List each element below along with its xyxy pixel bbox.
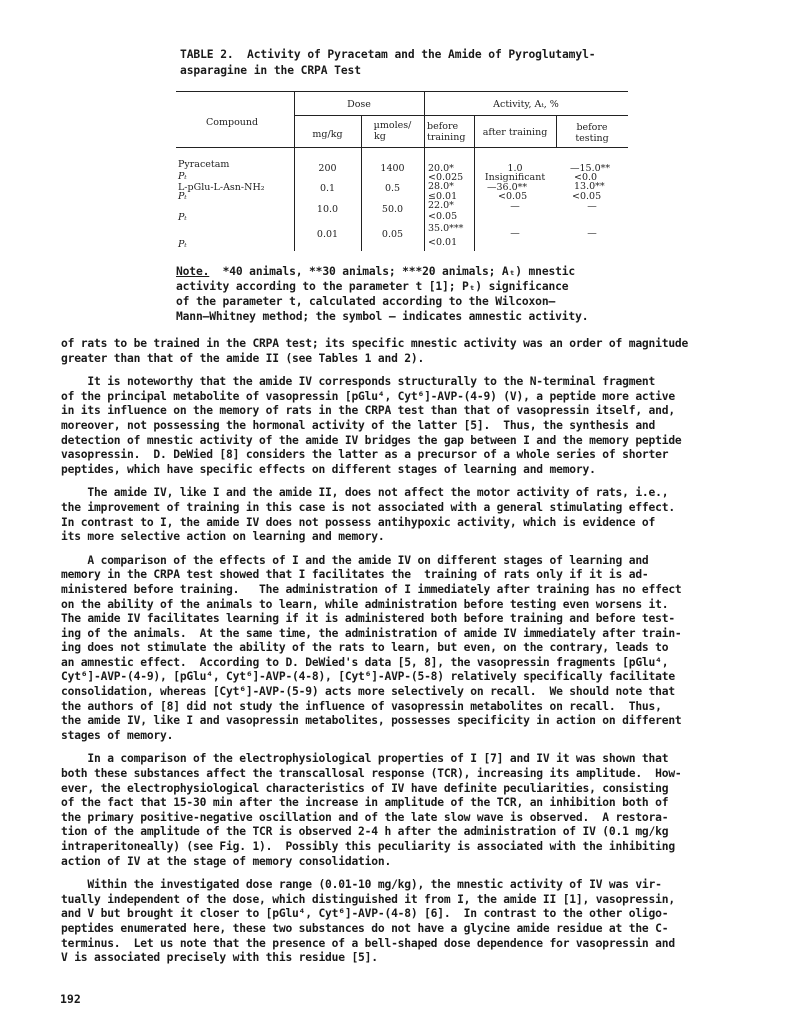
table-caption <box>180 47 650 79</box>
cell-umol: 0.05 <box>381 229 404 240</box>
column-divider <box>424 91 425 251</box>
cell-compound: Pₜ <box>178 171 187 182</box>
body-line: moreover, not possessing the hormonal activity of the latter [5]. Thus, the synthesis and <box>61 418 656 432</box>
cell-mg: 10.0 <box>316 204 339 215</box>
body-line: the primary positive-negative oscillation and of the late slow wave is observed. A restora- <box>61 810 669 824</box>
body-line: tion of the amplitude of the TCR is observed 2-4 h after the administration of IV (0.1 mg/kg <box>61 825 669 839</box>
body-line: ing does not stimulate the ability of the rats to learn, but even, on the contrary, leads to <box>61 641 669 655</box>
body-line: peptides enumerated here, these two substances do not have a glycine amide residue at the C- <box>61 921 669 935</box>
body-line: vasopressin. D. DeWied [8] considers the latter as a precursor of a whole series of shorter <box>61 448 669 462</box>
body-line: the improvement of training in this case is not associated with a general stimulating effect. <box>61 500 675 514</box>
cell-umol: 50.0 <box>381 204 404 215</box>
body-line: the amide IV, like I and vasopressin metabolites, possesses specificity in action on different <box>61 714 682 728</box>
body-line: V is associated precisely with this residue [5]. <box>61 951 378 965</box>
page-number: 192 <box>60 992 81 1006</box>
table-caption-line: asparagine in the CRPA Test <box>180 64 361 77</box>
body-line: The amide IV, like I and the amide II, does not affect the motor activity of rats, i.e., <box>61 486 669 500</box>
cell-after-training: <0.05 <box>498 191 528 202</box>
body-line: of the principal metabolite of vasopressin [pGlu⁴, Cyt⁶]-AVP-(4-9) (V), a peptide more active <box>61 389 675 403</box>
cell-after-training: —36.0** <box>487 182 528 193</box>
cell-before-testing: <0.0 <box>574 172 598 183</box>
header-umoles-kg: kg <box>374 131 386 142</box>
header-before-training-2: training <box>427 132 466 143</box>
cell-before-training: 28.0* <box>428 181 454 192</box>
cell-umol: 0.5 <box>384 183 401 194</box>
header-before-training: before <box>427 121 459 132</box>
body-line: the authors of [8] did not study the influence of vasopressin metabolites on recall. Thus, <box>61 699 662 713</box>
header-umoles: µmoles/ <box>373 120 412 131</box>
body-line: in its influence on the memory of rats in the CRPA test than that of vasopressin itself, and, <box>61 404 675 418</box>
note-text: *40 animals, **30 animals; ***20 animals; Aₜ) mnestic <box>209 265 576 278</box>
cell-after-training: 1.0 <box>507 163 523 174</box>
body-line: In a comparison of the electrophysiological properties of I [7] and IV it was shown that <box>61 752 669 766</box>
body-line: of the fact that 15-30 min after the increase in amplitude of the TCR, an inhibition both of <box>61 796 669 810</box>
header-activity: Activity, Aₜ, % <box>493 99 559 110</box>
header-sub-rule <box>294 115 628 116</box>
body-line: The amide IV facilitates learning if it is administered both before training and before test- <box>61 612 675 626</box>
body-line: In contrast to I, the amide IV does not possess antihypoxic activity, which is evidence of <box>61 515 656 529</box>
body-text <box>61 337 751 975</box>
body-line: It is noteworthy that the amide IV corresponds structurally to the N-terminal fragment <box>61 375 656 389</box>
cell-before-training: ≤0.01 <box>428 191 458 202</box>
cell-before-training: <0.05 <box>428 211 458 222</box>
body-line: terminus. Let us note that the presence of a bell-shaped dose dependence for vasopressin and <box>61 936 675 950</box>
body-line: an amnestic effect. According to D. DeWied's data [5, 8], the vasopressin fragments [pGlu⁴, <box>61 655 669 669</box>
body-line: action of IV at the stage of memory consolidation. <box>61 854 392 868</box>
table-top-rule <box>176 91 628 92</box>
cell-before-testing: 13.0** <box>574 181 605 192</box>
header-mg-kg: mg/kg <box>312 129 343 140</box>
header-dose: Dose <box>347 99 371 110</box>
cell-umol: 1400 <box>380 163 405 174</box>
cell-after-training: Insignificant <box>484 172 546 183</box>
cell-before-testing: — <box>587 201 597 212</box>
cell-after-training: — <box>510 228 520 239</box>
cell-before-testing: <0.05 <box>572 191 602 202</box>
cell-before-training: <0.025 <box>428 172 464 183</box>
body-line: ever, the electrophysiological characteristics of IV have definite peculiarities, consisting <box>61 781 669 795</box>
body-line: its more selective action on learning and memory. <box>61 530 385 544</box>
cell-compound: Pₜ <box>178 191 187 202</box>
header-after-training: after training <box>482 127 548 138</box>
body-line: Within the investigated dose range (0.01-10 mg/kg), the mnestic activity of IV was vir- <box>61 878 662 892</box>
data-table <box>176 91 628 256</box>
body-line: stages of memory. <box>61 728 174 742</box>
body-line: ing of the animals. At the same time, the administration of amide IV immediately after train- <box>61 626 682 640</box>
body-line: of rats to be trained in the CRPA test; its specific mnestic activity was an order of magnitude <box>61 337 689 350</box>
cell-before-training: 22.0* <box>428 200 454 211</box>
note-line: activity according to the parameter t [1]; Pₜ) significance <box>176 280 569 293</box>
note-label: Note. <box>176 265 210 278</box>
cell-compound: Pₜ <box>178 212 187 223</box>
table-note <box>176 264 646 324</box>
body-paragraph <box>61 337 751 366</box>
body-line: intraperitoneally) (see Fig. 1). Possibly this peculiarity is associated with the inhibiting <box>61 840 675 853</box>
note-line <box>176 264 646 279</box>
body-line: on the ability of the animals to learn, while administration before testing even worsens it. <box>61 597 669 611</box>
cell-mg: 200 <box>318 163 337 174</box>
cell-mg: 0.1 <box>319 183 336 194</box>
body-line: and V but brought it closer to [pGlu⁴, Cyt⁶]-AVP-(4-8) [6]. In contrast to the other oligo- <box>61 907 669 921</box>
header-bottom-rule <box>176 147 628 148</box>
cell-compound: Pyracetam <box>178 159 230 170</box>
header-compound: Compound <box>206 117 259 128</box>
note-line: Mann—Whitney method; the symbol — indicates amnestic activity. <box>176 310 589 323</box>
body-paragraph <box>61 375 751 477</box>
cell-before-training: 20.0* <box>428 163 454 174</box>
table-caption-line: TABLE 2. Activity of Pyracetam and the Amide of Pyroglutamyl- <box>180 48 596 61</box>
cell-compound: L-pGlu-L-Asn-NH₂ <box>178 182 265 193</box>
body-paragraph <box>61 752 751 869</box>
header-before-testing: before <box>576 122 608 133</box>
body-line: Cyt⁶]-AVP-(4-9), [pGlu⁴, Cyt⁶]-AVP-(4-8), [Cyt⁶]-AVP-(5-8) relatively specifically facilitate <box>61 670 675 684</box>
body-paragraph <box>61 554 751 744</box>
cell-before-testing: —15.0** <box>570 163 611 174</box>
cell-before-training: 35.0*** <box>428 223 464 234</box>
body-line: greater than that of the amide II (see Tables 1 and 2). <box>61 351 425 365</box>
note-line: of the parameter t, calculated according to the Wilcoxon— <box>176 295 556 308</box>
body-line: memory in the CRPA test showed that I facilitates the training of rats only if it is ad- <box>61 568 649 582</box>
body-line: A comparison of the effects of I and the amide IV on different stages of learning and <box>61 553 649 567</box>
body-line: consolidation, whereas [Cyt⁶]-AVP-(5-9) acts more selectively on recall. We should note that <box>61 685 675 699</box>
cell-compound: Pₜ <box>178 239 187 250</box>
header-before-testing-2: testing <box>575 133 609 144</box>
body-line: tually independent of the dose, which distinguished it from I, the amide II [1], vasopressin, <box>61 892 675 906</box>
body-line: both these substances affect the transcallosal response (TCR), increasing its amplitude. How- <box>61 767 682 781</box>
cell-before-training: <0.01 <box>428 237 458 248</box>
body-line: ministered before training. The administration of I immediately after training has no effect <box>61 582 682 596</box>
body-paragraph <box>61 878 751 966</box>
body-line: detection of mnestic activity of the amide IV bridges the gap between I and the memory peptide <box>61 433 682 447</box>
cell-after-training: — <box>510 201 520 212</box>
cell-before-testing: — <box>587 228 597 239</box>
cell-mg: 0.01 <box>316 229 339 240</box>
body-paragraph <box>61 486 751 544</box>
body-line: peptides, which have specific effects on different stages of learning and memory. <box>61 462 596 476</box>
